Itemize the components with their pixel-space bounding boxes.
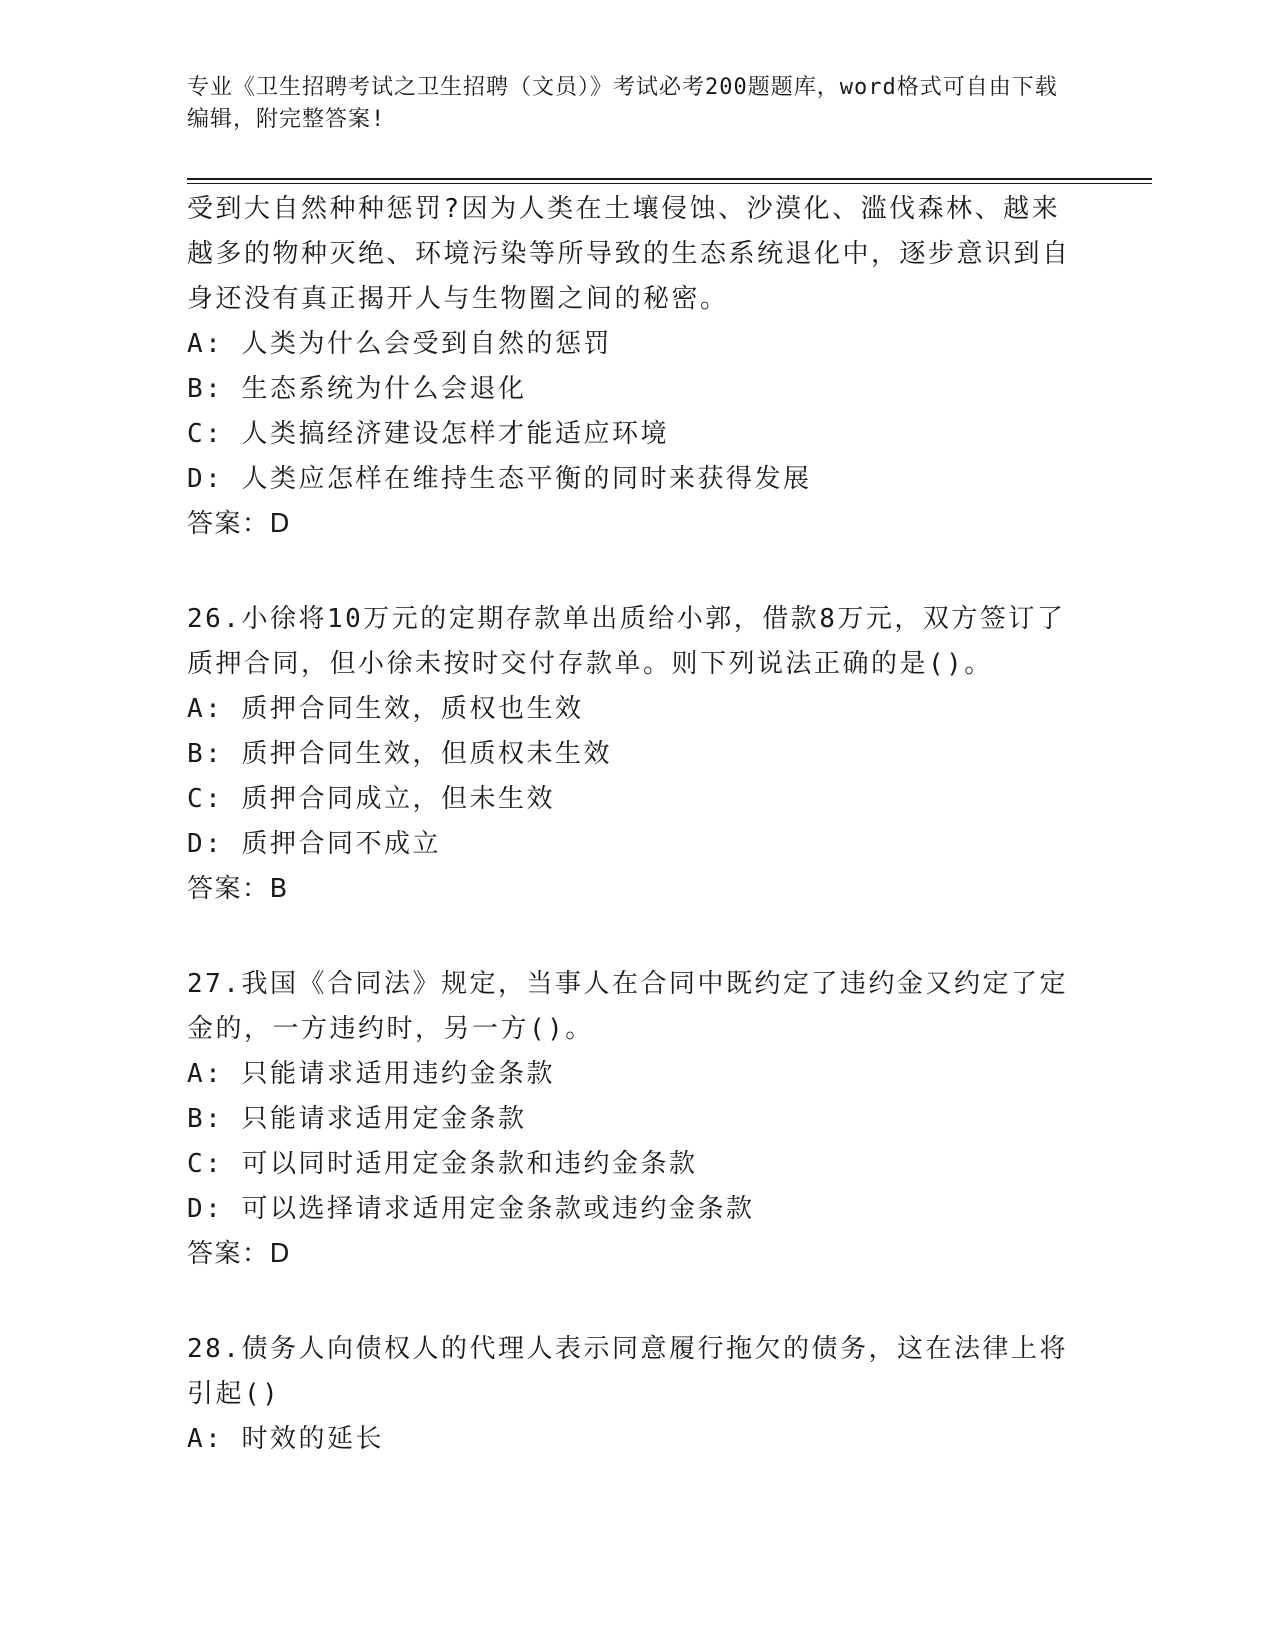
question-block (187, 187, 1087, 547)
option-d: D: 可以选择请求适用定金条款或违约金条款 (187, 1194, 755, 1224)
question-block (187, 962, 1087, 1277)
option-b: B: 质押合同生效，但质权未生效 (187, 739, 612, 769)
header-divider (187, 178, 1152, 184)
option-c: C: 可以同时适用定金条款和违约金条款 (187, 1149, 698, 1179)
question-list (187, 187, 1087, 1462)
option-c: C: 人类搞经济建设怎样才能适应环境 (187, 419, 669, 449)
question-stem: 28.债务人向债权人的代理人表示同意履行拖欠的债务，这在法律上将引起() (187, 1334, 1068, 1409)
option-b: B: 只能请求适用定金条款 (187, 1104, 527, 1134)
answer-line: 答案：B (187, 874, 289, 904)
answer-line: 答案：D (187, 509, 292, 539)
document-header: 专业《卫生招聘考试之卫生招聘（文员）》考试必考200题题库，word格式可自由下载编辑，附完整答案! (187, 75, 1058, 132)
question-stem: 受到大自然种种惩罚?因为人类在土壤侵蚀、沙漠化、滥伐森林、越来越多的物种灭绝、环境污染等所导致的生态系统退化中，逐步意识到自身还没有真正揭开人与生物圈之间的秘密。 (187, 194, 1071, 314)
question-stem: 26.小徐将10万元的定期存款单出质给小郭，借款8万元，双方签订了质押合同，但小徐未按时交付存款单。则下列说法正确的是()。 (187, 604, 1066, 679)
option-a: A: 质押合同生效，质权也生效 (187, 694, 584, 724)
option-d: D: 人类应怎样在维持生态平衡的同时来获得发展 (187, 464, 812, 494)
question-stem: 27.我国《合同法》规定，当事人在合同中既约定了违约金又约定了定金的，一方违约时，另一方()。 (187, 969, 1068, 1044)
option-c: C: 质押合同成立，但未生效 (187, 784, 555, 814)
option-b: B: 生态系统为什么会退化 (187, 374, 527, 404)
option-d: D: 质押合同不成立 (187, 829, 441, 859)
question-block (187, 597, 1087, 912)
question-block (187, 1327, 1087, 1462)
option-a: A: 只能请求适用违约金条款 (187, 1059, 555, 1089)
option-a: A: 人类为什么会受到自然的惩罚 (187, 329, 612, 359)
option-a: A: 时效的延长 (187, 1424, 384, 1454)
answer-line: 答案：D (187, 1239, 292, 1269)
